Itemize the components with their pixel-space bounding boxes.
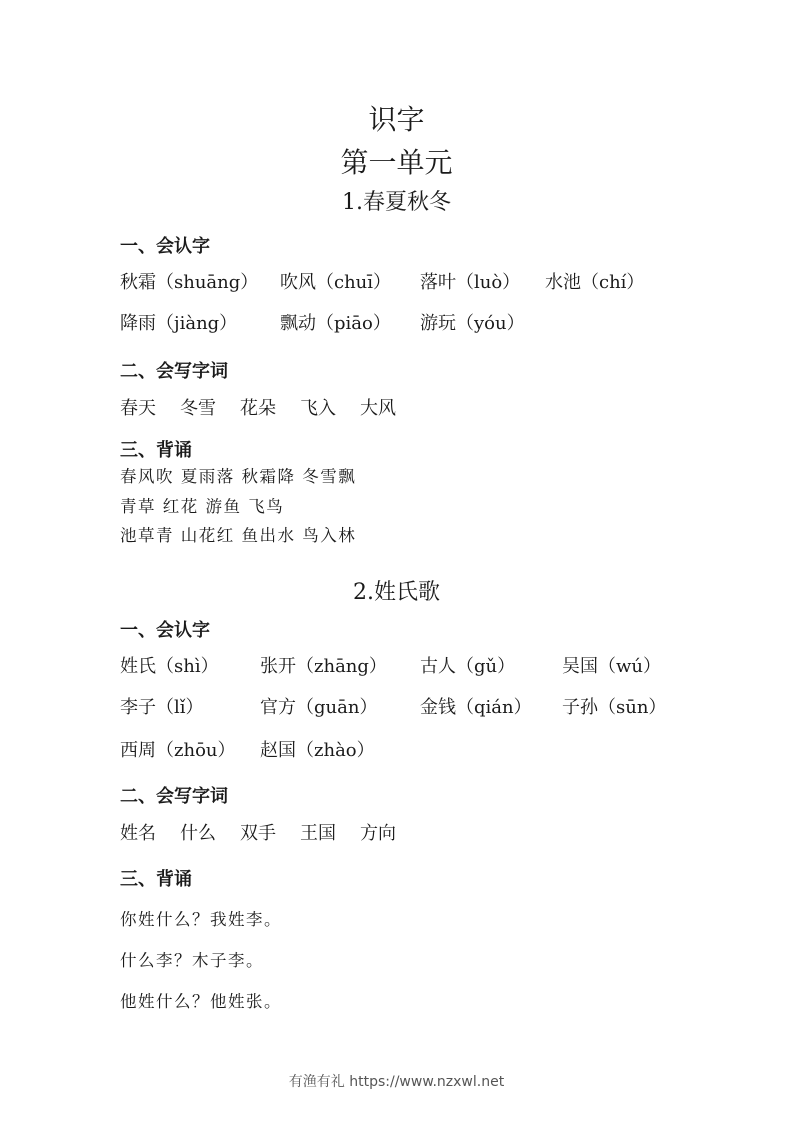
page-title: 识字 xyxy=(368,103,425,136)
recite-line: 你姓什么？我姓李。 xyxy=(120,910,282,929)
lesson-2-title: 2.姓氏歌 xyxy=(353,580,440,605)
footer-watermark: 有渔有礼 https://www.nzxwl.net xyxy=(288,1074,505,1090)
lesson-1-write-heading: 二、会写字词 xyxy=(120,361,228,382)
recite-line: 什么李？木子李。 xyxy=(120,951,264,970)
lesson-2-recognize-heading: 一、会认字 xyxy=(120,620,210,641)
list-item: 吴国（wú） xyxy=(562,656,661,677)
recite-line: 春风吹 夏雨落 秋霜降 冬雪飘 xyxy=(120,467,357,486)
word-item: 什么 xyxy=(180,823,216,844)
list-item: 子孙（sūn） xyxy=(562,697,667,718)
lesson-2-recite-heading: 三、背诵 xyxy=(120,869,192,890)
word-item: 王国 xyxy=(300,823,336,844)
word-item: 春天 xyxy=(120,398,156,419)
list-item: 西周（zhōu） xyxy=(120,740,236,761)
list-item: 官方（guān） xyxy=(260,697,378,718)
unit-title: 第一单元 xyxy=(340,146,453,179)
word-item: 冬雪 xyxy=(180,398,216,419)
list-item: 落叶（luò） xyxy=(420,272,521,293)
list-item: 游玩（yóu） xyxy=(420,313,525,334)
lesson-1-title: 1.春夏秋冬 xyxy=(342,190,451,215)
lesson-1-recite-heading: 三、背诵 xyxy=(120,440,192,461)
word-item: 大风 xyxy=(360,398,396,419)
lesson-1-recognize-heading: 一、会认字 xyxy=(120,236,210,257)
word-item: 飞入 xyxy=(300,398,336,419)
list-item: 张开（zhāng） xyxy=(260,656,387,677)
list-item: 秋霜（shuāng） xyxy=(120,272,259,293)
recite-line: 他姓什么？他姓张。 xyxy=(120,992,282,1011)
list-item: 飘动（piāo） xyxy=(280,313,391,334)
recite-line: 青草 红花 游鱼 飞鸟 xyxy=(120,497,285,516)
word-item: 姓名 xyxy=(120,823,156,844)
list-item: 降雨（jiàng） xyxy=(120,313,238,334)
word-item: 方向 xyxy=(360,823,396,844)
list-item: 吹风（chuī） xyxy=(280,272,392,293)
list-item: 赵国（zhào） xyxy=(260,740,375,761)
lesson-2-write-heading: 二、会写字词 xyxy=(120,786,228,807)
list-item: 李子（lǐ） xyxy=(120,697,204,718)
word-item: 花朵 xyxy=(240,398,276,419)
list-item: 姓氏（shì） xyxy=(120,656,219,677)
list-item: 金钱（qián） xyxy=(420,697,532,718)
word-item: 双手 xyxy=(240,823,276,844)
list-item: 水池（chí） xyxy=(545,272,645,293)
recite-line: 池草青 山花红 鱼出水 鸟入林 xyxy=(120,526,357,545)
list-item: 古人（gǔ） xyxy=(420,656,516,677)
